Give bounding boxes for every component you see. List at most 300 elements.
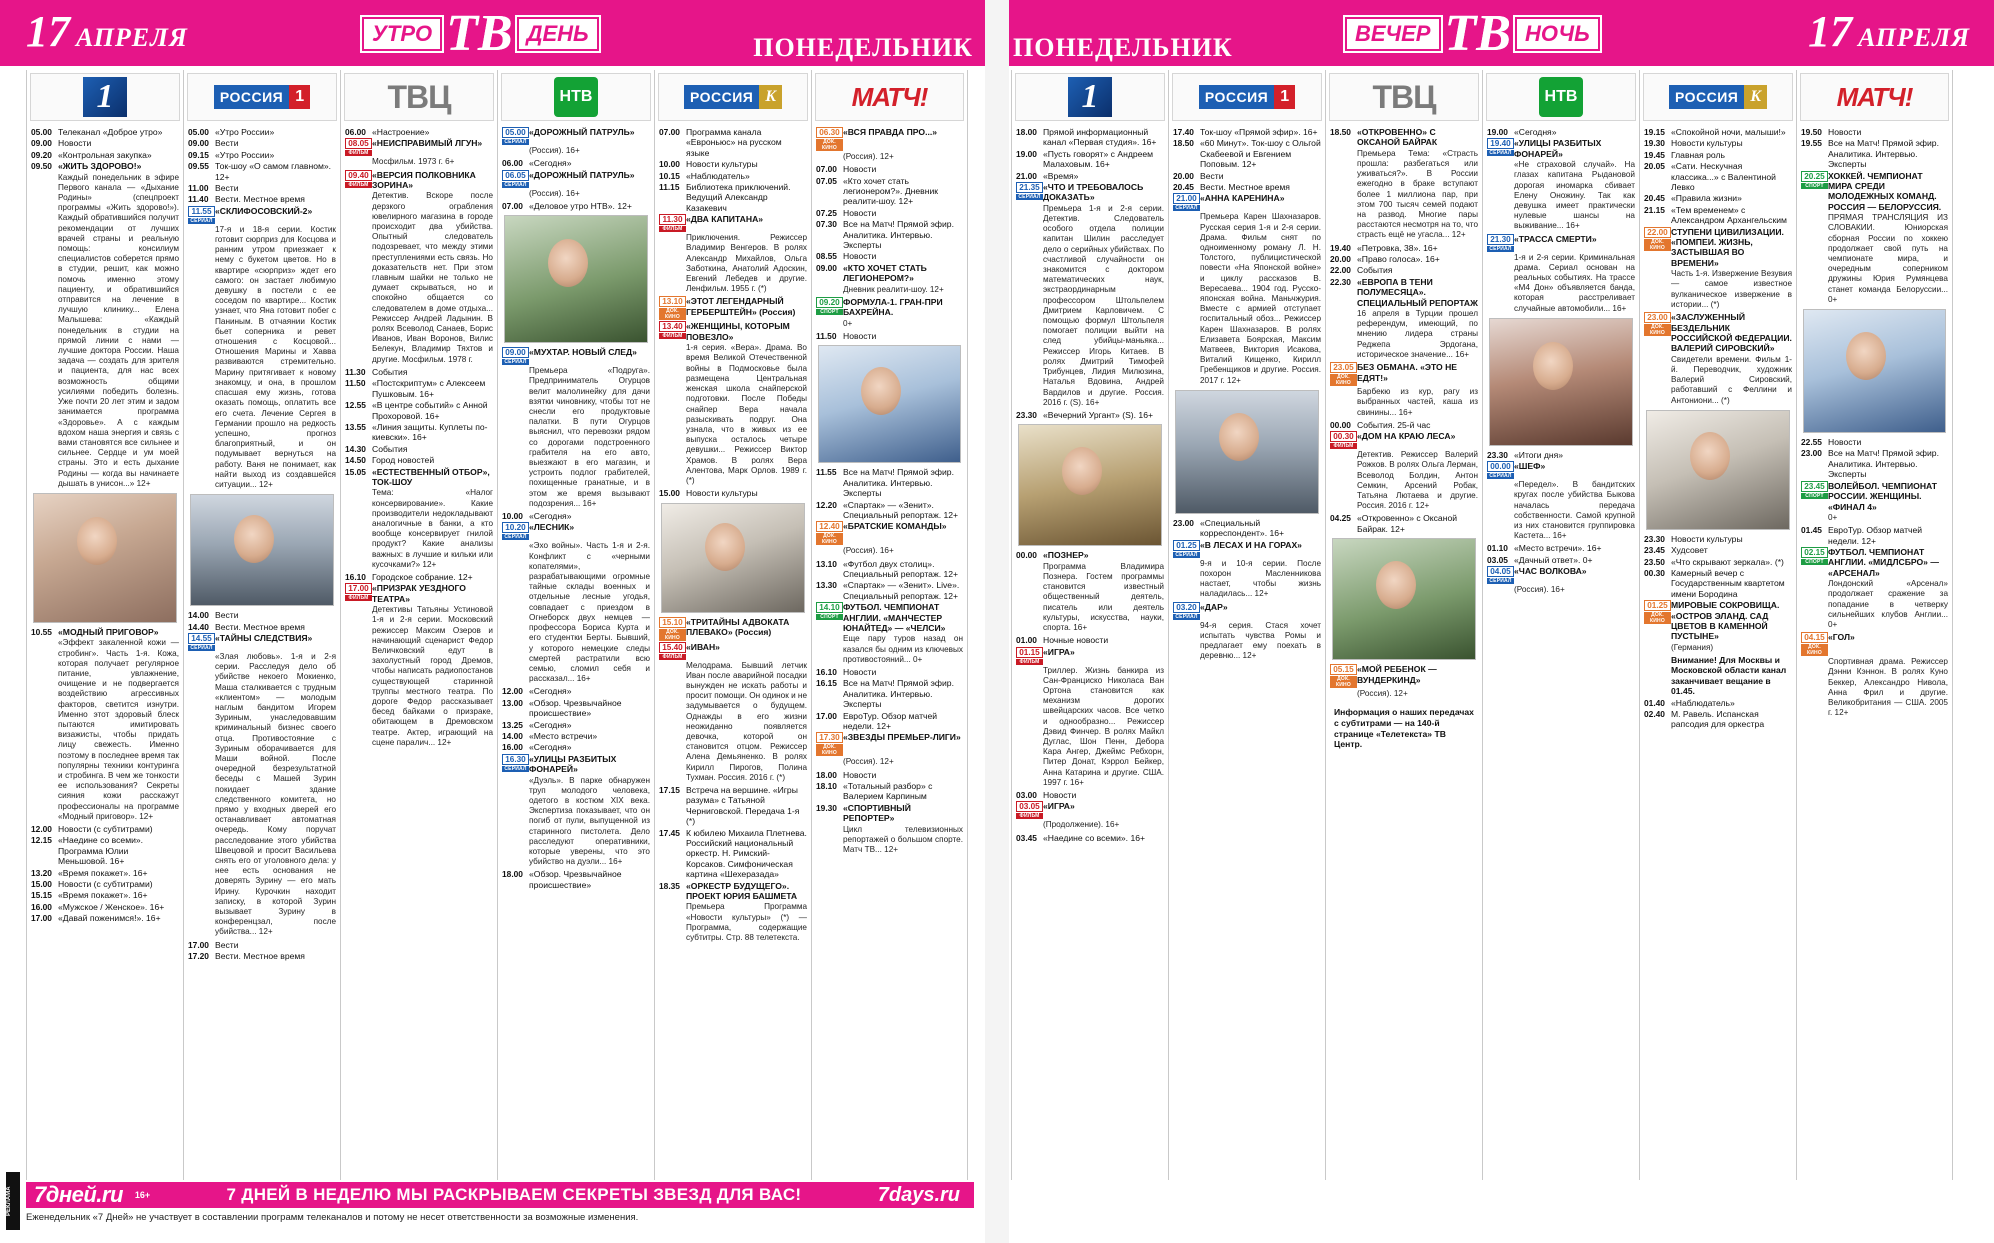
program-title: Новости	[58, 138, 92, 149]
program-item[interactable]	[1487, 234, 1635, 252]
program-title: «ЗВЕЗДЫ ПРЕМЬЕР-ЛИГИ»	[843, 732, 961, 743]
program-item[interactable]	[1330, 127, 1478, 148]
program-description: ПРЯМАЯ ТРАНСЛЯЦИЯ ИЗ СЛОВАКИИ. Юниорская сборная России по хоккею продолжает свой путь на чемпионате мира, и очередным соперником дружины Юрия Румянцева станет команда Белоруссии... 0+	[1828, 213, 1948, 304]
program-item[interactable]	[345, 367, 493, 377]
program-item[interactable]	[188, 161, 336, 182]
program-title: «Сегодня»	[1514, 127, 1557, 137]
program-title: «МОЙ РЕБЕНОК — ВУНДЕРКИНД»	[1357, 664, 1437, 685]
program-item[interactable]	[31, 138, 179, 148]
program-item[interactable]	[1016, 833, 1164, 843]
program-item[interactable]	[31, 824, 179, 834]
program-time	[659, 321, 686, 342]
program-item[interactable]	[1644, 193, 1792, 203]
program-title: Худсовет	[1671, 545, 1708, 556]
program-item[interactable]	[816, 711, 963, 732]
program-item[interactable]	[502, 158, 650, 168]
program-item[interactable]	[1644, 698, 1792, 708]
time-box: 16.30	[502, 754, 529, 765]
program-item[interactable]	[1644, 545, 1792, 555]
date-month: АПРЕЛЯ	[1858, 23, 1970, 52]
program-time	[1173, 540, 1200, 558]
program-item[interactable]	[1330, 431, 1478, 449]
program-time: 09.00	[31, 138, 52, 149]
program-item[interactable]	[1644, 557, 1792, 567]
genre-label: ДОК. КИНО	[1644, 324, 1671, 336]
genre-label: ДОК. КИНО	[1330, 374, 1357, 386]
program-time: 19.40	[1330, 242, 1351, 253]
program-description: «Эффект закаленной кожи — стробинг». Часть 1-я. Кожа, которая получает регулярное питание, увлажнение, очищение и не подвергается воздействию агрессивных факторов, светится изнутри. Именно этот здоровый блеск пытаются имитировать визажисты, чтобы придать лицу свежесть. Именно поэтому в последнее время так популярны техники контуринга и стробинга. В чем же тонкости ее использования? Секреты сияния кожи расскажут профессионалы на программе «Модный приговор». 12+	[58, 638, 179, 821]
program-item[interactable]	[188, 127, 336, 137]
program-item[interactable]	[502, 869, 650, 890]
program-time	[502, 347, 529, 365]
program-item[interactable]	[188, 951, 336, 961]
program-item[interactable]	[1016, 410, 1164, 420]
program-item[interactable]	[31, 879, 179, 889]
program-item[interactable]	[1801, 525, 1948, 546]
channel-column	[1796, 70, 1953, 1180]
program-item[interactable]	[345, 583, 493, 604]
program-time: 13.30	[816, 580, 837, 591]
program-description: 0+	[843, 318, 853, 328]
program-time	[816, 297, 843, 318]
promo-banner[interactable]	[26, 1182, 974, 1208]
program-time: 18.10	[816, 781, 837, 792]
program-item[interactable]	[1016, 790, 1164, 800]
time-box: 06.30	[816, 127, 843, 138]
tvc-logo[interactable]: ТВЦ	[344, 73, 494, 121]
program-item[interactable]	[1173, 171, 1321, 181]
program-item[interactable]	[345, 127, 493, 137]
program-title: Вести	[215, 610, 239, 621]
program-time	[502, 170, 529, 188]
ntv-logo[interactable]: НТВ	[1486, 73, 1636, 121]
program-title: БЕЗ ОБМАНА. «ЭТО НЕ ЕДЯТ!»	[1357, 362, 1458, 383]
program-time: 09.15	[188, 149, 209, 160]
program-item[interactable]	[816, 521, 963, 545]
program-description: (Германия)	[1671, 642, 1714, 652]
program-time: 11.50	[345, 378, 366, 389]
program-item[interactable]	[188, 150, 336, 160]
program-title: События. 25-й час	[1357, 419, 1431, 430]
channel-one-logo[interactable]: 1	[1015, 73, 1165, 121]
program-item[interactable]	[816, 208, 963, 218]
program-title: Телеканал «Доброе утро»	[58, 127, 163, 137]
program-item[interactable]	[1487, 543, 1635, 553]
program-item[interactable]	[345, 444, 493, 454]
website-link[interactable]: 7days.ru	[877, 1183, 960, 1206]
program-list	[184, 127, 340, 961]
program-list	[812, 127, 967, 855]
time-box: 23.45	[1801, 481, 1828, 492]
program-item[interactable]	[31, 835, 179, 866]
program-time: 07.00	[816, 164, 837, 175]
program-item[interactable]	[816, 164, 963, 174]
date-number: 17	[1808, 7, 1853, 56]
program-item[interactable]	[1016, 127, 1164, 148]
time-box: 12.40	[816, 521, 843, 532]
program-title: Вести	[215, 138, 239, 149]
program-item[interactable]	[502, 347, 650, 365]
program-item[interactable]	[1330, 254, 1478, 264]
program-title: «Контрольная закупка»	[58, 149, 152, 160]
channel-one-logo[interactable]: 1	[30, 73, 180, 121]
program-time: 11.00	[188, 183, 209, 194]
program-item[interactable]	[1801, 481, 1948, 512]
program-item[interactable]	[502, 698, 650, 719]
program-time	[659, 642, 686, 660]
program-time: 21.15	[1644, 204, 1665, 215]
program-item[interactable]	[31, 127, 179, 137]
program-item[interactable]	[1644, 161, 1792, 192]
program-time: 19.00	[1487, 127, 1508, 137]
program-item[interactable]	[816, 331, 963, 341]
program-title: «Место встречи»	[529, 730, 598, 741]
program-item[interactable]	[1173, 138, 1321, 169]
program-time: 10.55	[31, 626, 52, 637]
match-tv-logo[interactable]: МАТЧ!	[815, 73, 964, 121]
program-title: «Сегодня»	[529, 742, 572, 753]
program-item[interactable]	[345, 422, 493, 443]
program-item[interactable]	[659, 214, 807, 232]
program-title: «ЕВРОПА В ТЕНИ ПОЛУМЕСЯЦА». СПЕЦИАЛЬНЫЙ РЕПОРТАЖ	[1357, 276, 1478, 308]
program-item[interactable]	[188, 138, 336, 148]
program-item[interactable]	[659, 785, 807, 827]
program-item[interactable]	[1173, 193, 1321, 211]
program-item[interactable]	[188, 622, 336, 632]
program-item[interactable]	[1487, 461, 1635, 479]
program-item[interactable]	[31, 627, 179, 637]
time-box: 00.00	[1487, 461, 1514, 472]
program-description: Каждый понедельник в эфире Первого канала — «Дыхание Родины» (спецпроект программы «Жить здорово!»). Каждый обратившийся получит рекомендации от лучших врачей страны и реальную помощь: консилиум специалистов соберется прямо в студии, решит, как можно помочь именно этому пациенту, и обратившийся отправится на лечение в лучшую клинику... Елена Малышева: «Каждый понедельник в студии на прямой линии с нами — лучшие доктора России. Наша задача — создать для зрителя и пациента, для нас всех возможность общими усилиями победить болезнь. Уже почти 20 лет этим и задом занимается программа «Здоровье». А с каждым вдохом наша энергия и связь с вами становятся все сильнее и сильнее. Сердце и ум моей страны. Это и есть дыхание Родины — когда вы начинаете дышать в унисон...» 12+	[58, 172, 179, 488]
genre-label: ДОК. КИНО	[1330, 676, 1357, 688]
program-item[interactable]	[1801, 138, 1948, 169]
program-item[interactable]	[1016, 647, 1164, 665]
program-item[interactable]	[345, 170, 493, 191]
program-item[interactable]	[502, 720, 650, 730]
program-item[interactable]	[1801, 171, 1948, 213]
program-description: «Не страховой случай». На глазах капитана Рыдановой дорогая иномарка сбивает Елену Оножину. Так как девушка имеет практически нулевые шансы на выживание... 16+	[1514, 160, 1635, 231]
program-description: Премьера Тема: «Страсть прошла: разбегаться или уживаться?». В России ежегодно в браке вступают более 1 миллиона пар, при этом 700 тысяч семей подают на развод. Многие пары расстаются несмотря на то, что страсть ещё не угасла... 12+	[1357, 148, 1478, 240]
program-item[interactable]	[659, 321, 807, 342]
program-time	[1801, 547, 1828, 578]
program-item[interactable]	[1644, 312, 1792, 354]
russia-1-logo[interactable]: РОССИЯ 1	[1172, 73, 1322, 121]
time-box: 04.15	[1801, 632, 1828, 643]
program-item[interactable]	[816, 803, 963, 824]
program-time: 00.30	[1644, 567, 1665, 578]
program-item[interactable]	[502, 170, 650, 188]
match-tv-logo[interactable]: МАТЧ!	[1800, 73, 1949, 121]
program-item[interactable]	[816, 467, 963, 498]
program-title: «СПОРТИВНЫЙ РЕПОРТЕР»	[843, 802, 911, 824]
program-item[interactable]	[816, 251, 963, 261]
program-item[interactable]	[1487, 566, 1635, 584]
program-description: (Россия). 16+	[529, 188, 580, 198]
program-item[interactable]	[659, 159, 807, 169]
program-time: 20.45	[1173, 182, 1194, 193]
program-time: 20.45	[1644, 193, 1665, 204]
program-item[interactable]	[816, 559, 963, 580]
channel-column	[1482, 70, 1639, 1180]
program-item[interactable]	[345, 572, 493, 582]
program-title: «ЕСТЕСТВЕННЫЙ ОТБОР», ТОК-ШОУ	[372, 466, 490, 487]
program-title: «Что скрывают зеркала». (*)	[1671, 556, 1784, 567]
time-box: 21.35	[1016, 182, 1043, 193]
program-time: 23.00	[1801, 448, 1822, 459]
program-item[interactable]	[1801, 547, 1948, 578]
program-list	[1640, 127, 1796, 730]
program-time	[502, 754, 529, 775]
program-item[interactable]	[816, 500, 963, 521]
date-number: 17	[26, 7, 70, 56]
program-list	[1012, 127, 1168, 843]
program-item[interactable]	[1487, 138, 1635, 159]
time-box: 00.30	[1330, 431, 1357, 442]
program-item[interactable]	[1801, 448, 1948, 479]
program-item[interactable]	[816, 602, 963, 633]
program-time: 18.50	[1330, 127, 1351, 137]
genre-label: СЕРИАЛ	[502, 534, 529, 540]
program-item[interactable]	[1173, 127, 1321, 137]
program-photo	[1175, 390, 1319, 514]
program-item[interactable]	[1330, 243, 1478, 253]
program-item[interactable]	[188, 194, 336, 204]
program-time: 22.30	[1330, 276, 1351, 287]
program-item[interactable]	[659, 617, 807, 641]
program-item[interactable]	[502, 522, 650, 540]
program-title: Встреча на вершине. «Игры разума» с Татьяной Черниговской. Передача 1-я (*)	[686, 784, 800, 827]
program-description: (Россия). 16+	[843, 546, 894, 556]
program-title: «СКЛИФОСОВСКИЙ-2»	[215, 205, 313, 216]
program-title: «Наедине со всеми». 16+	[1043, 832, 1146, 843]
program-time: 08.55	[816, 251, 837, 262]
program-description: Приключения. Режиссер Владимир Венгеров. В ролях Александр Михайлов, Ольга Заботкина, Анатолий Адоскин, Евгений Лебедев и другие. Ленфильм. 1955 г. (*)	[686, 233, 807, 294]
program-item[interactable]	[816, 678, 963, 709]
program-item[interactable]	[502, 731, 650, 741]
program-item[interactable]	[345, 400, 493, 421]
program-time	[345, 170, 372, 191]
program-item[interactable]	[1173, 602, 1321, 620]
program-item[interactable]	[1487, 450, 1635, 460]
program-time	[1644, 600, 1671, 642]
program-item[interactable]	[816, 219, 963, 250]
program-item[interactable]	[1173, 182, 1321, 192]
face-shape	[548, 239, 588, 287]
program-title: К юбилею Михаила Плетнева. Российский национальный оркестр. Н. Римский-Корсаков. Симфоническая картина «Шехеразада»	[686, 827, 807, 880]
program-item[interactable]	[31, 161, 179, 171]
program-time	[1487, 234, 1514, 252]
time-box: 23.05	[1330, 362, 1357, 373]
genre-label: СЕРИАЛ	[1487, 578, 1514, 584]
tvc-logo[interactable]: ТВЦ	[1329, 73, 1479, 121]
program-item[interactable]	[659, 182, 807, 213]
program-item[interactable]	[502, 201, 650, 211]
program-item[interactable]	[659, 488, 807, 498]
program-item[interactable]	[345, 138, 493, 156]
program-item[interactable]	[816, 297, 963, 318]
program-item[interactable]	[31, 150, 179, 160]
program-item[interactable]	[188, 206, 336, 224]
program-time: 04.25	[1330, 513, 1351, 524]
program-item[interactable]	[816, 263, 963, 284]
program-title: Вести	[215, 183, 239, 194]
time-box: 11.55	[188, 206, 215, 217]
program-item[interactable]	[345, 467, 493, 488]
program-time: 11.30	[345, 366, 366, 377]
program-title: ВОЛЕЙБОЛ. ЧЕМПИОНАТ РОССИИ. ЖЕНЩИНЫ. «ФИНАЛ 4»	[1828, 480, 1938, 512]
program-item[interactable]	[502, 511, 650, 521]
program-item[interactable]	[659, 296, 807, 320]
program-item[interactable]	[1487, 555, 1635, 565]
program-item[interactable]	[1330, 664, 1478, 688]
program-time: 19.00	[1016, 148, 1037, 159]
program-item[interactable]	[1173, 540, 1321, 558]
program-description: Мосфильм. 1973 г. 6+	[372, 157, 455, 167]
program-item[interactable]	[345, 378, 493, 399]
program-title: «ВЕРСИЯ ПОЛКОВНИКА ЗОРИНА»	[372, 169, 476, 191]
program-item[interactable]	[1173, 518, 1321, 539]
program-item[interactable]	[1644, 568, 1792, 599]
program-time: 13.20	[31, 867, 52, 878]
program-time: 14.50	[345, 455, 366, 466]
program-item[interactable]	[816, 580, 963, 601]
program-item[interactable]	[659, 828, 807, 880]
program-title: «Спокойной ночи, малыши!»	[1671, 127, 1786, 137]
program-item[interactable]	[1330, 362, 1478, 386]
genre-label: СПОРТ	[816, 309, 843, 315]
program-time: 20.00	[1330, 254, 1351, 265]
genre-label: СЕРИАЛ	[502, 359, 529, 365]
program-item[interactable]	[816, 770, 963, 780]
program-item[interactable]	[1016, 171, 1164, 181]
logo-tv: ТВ	[1444, 5, 1511, 62]
program-title: Прямой информационный канал «Первая студия». 16+	[1043, 127, 1157, 148]
program-item[interactable]	[1330, 420, 1478, 430]
program-item[interactable]	[31, 868, 179, 878]
genre-label: ФИЛЬМ	[1016, 813, 1043, 819]
program-item[interactable]	[1016, 635, 1164, 645]
genre-label: ФИЛЬМ	[659, 333, 686, 339]
weekday-left: ПОНЕДЕЛЬНИК	[753, 33, 973, 62]
program-time: 23.00	[1173, 517, 1194, 528]
channel-column	[26, 70, 183, 1180]
program-title: ФУТБОЛ. ЧЕМПИОНАТ АНГЛИИ. «МИДЛСБРО» — «АРСЕНАЛ»	[1828, 546, 1939, 578]
program-photo	[190, 494, 334, 606]
program-title: Городское собрание. 12+	[372, 571, 473, 582]
channel-column	[1168, 70, 1325, 1180]
program-item[interactable]	[659, 127, 807, 158]
program-item[interactable]	[345, 455, 493, 465]
program-item[interactable]	[816, 781, 963, 802]
program-item[interactable]	[659, 642, 807, 660]
genre-label: ФИЛЬМ	[659, 226, 686, 232]
program-title: «ДОМ НА КРАЮ ЛЕСА»	[1357, 431, 1456, 442]
program-title: «Обзор. Чрезвычайное происшествие»	[529, 697, 622, 719]
program-item[interactable]	[816, 176, 963, 207]
russia-k-logo[interactable]: РОССИЯ K	[1643, 73, 1793, 121]
program-title: События	[372, 366, 408, 377]
program-title: Ток-шоу «О самом главном». 12+	[215, 161, 332, 182]
program-item[interactable]	[659, 881, 807, 902]
program-time: 13.55	[345, 421, 366, 432]
genre-label: СЕРИАЛ	[1487, 150, 1514, 156]
program-item[interactable]	[1016, 149, 1164, 170]
program-title: Вести. Местное время	[1200, 182, 1290, 193]
program-title: Все на Матч! Прямой эфир. Аналитика. Интервью. Эксперты	[843, 219, 954, 251]
program-item[interactable]	[1330, 265, 1478, 275]
program-item[interactable]	[31, 913, 179, 923]
program-photo	[1803, 309, 1946, 433]
program-item[interactable]	[1644, 600, 1792, 642]
face-shape	[1062, 447, 1102, 495]
program-item[interactable]	[1644, 138, 1792, 148]
program-list	[1483, 127, 1639, 596]
ntv-logo[interactable]: НТВ	[501, 73, 651, 121]
program-item[interactable]	[816, 732, 963, 756]
program-title: «ЖЕНЩИНЫ, КОТОРЫМ ПОВЕЗЛО»	[686, 321, 790, 342]
program-description: Премьера «Подруга». Предприниматель Огурцов велит малолинейку для дачи взятки чиновнику, чтобы тот не снесли его продуктовые палатки. В пути Огурцов выяснил, что перевозки рядом со дорогами подстроенного грабителя на его авто, выезжают в его магазин, и устроить подлог грабителей, похищенные гранатные, и в этом же время вызывают подозрения... 16+	[529, 366, 650, 508]
program-item[interactable]	[1487, 127, 1635, 137]
program-item[interactable]	[1644, 709, 1792, 730]
program-item[interactable]	[816, 127, 963, 151]
program-title: «Вечерний Ургант» (S). 16+	[1043, 409, 1154, 420]
program-item[interactable]	[31, 902, 179, 912]
program-item[interactable]	[1801, 632, 1948, 656]
russia-k-logo[interactable]: РОССИЯ K	[658, 73, 808, 121]
program-item[interactable]	[1330, 277, 1478, 308]
program-item[interactable]	[188, 940, 336, 950]
program-title: «ТРИТАЙНЫ АДВОКАТА ПЛЕВАКО» (Россия)	[686, 616, 790, 637]
program-item[interactable]	[502, 127, 650, 145]
russia-1-logo[interactable]: РОССИЯ 1	[187, 73, 337, 121]
program-item[interactable]	[1801, 437, 1948, 447]
program-item[interactable]	[816, 667, 963, 677]
program-item[interactable]	[502, 754, 650, 775]
program-item[interactable]	[1644, 205, 1792, 226]
genre-label: ДОК. КИНО	[816, 744, 843, 756]
program-item[interactable]	[1644, 150, 1792, 160]
program-item[interactable]	[659, 171, 807, 181]
time-box: 06.05	[502, 170, 529, 181]
program-item[interactable]	[1016, 550, 1164, 560]
program-title: «Тем временем» с Александром Архангельским	[1671, 204, 1787, 226]
program-item[interactable]	[1801, 127, 1948, 137]
program-item[interactable]	[1644, 655, 1792, 697]
program-description: Премьера Программа «Новости культуры» (*) — Программа, содержащие субтитры. Стр. 88 телетекста.	[686, 902, 807, 943]
program-item[interactable]	[188, 633, 336, 651]
program-item[interactable]	[1016, 182, 1164, 203]
program-list	[655, 127, 811, 943]
program-item[interactable]	[502, 686, 650, 696]
program-item[interactable]	[31, 890, 179, 900]
program-item[interactable]	[1016, 801, 1164, 819]
genre-label: СЕРИАЛ	[1487, 473, 1514, 479]
program-time: 02.40	[1644, 709, 1665, 720]
program-item[interactable]	[1644, 227, 1792, 269]
program-item[interactable]	[188, 610, 336, 620]
program-title: Город новостей	[372, 455, 435, 466]
program-item[interactable]	[1330, 513, 1478, 534]
program-title: «Наблюдатель»	[686, 170, 750, 181]
program-time: 01.00	[1016, 635, 1037, 646]
program-item[interactable]	[502, 742, 650, 752]
program-item[interactable]	[188, 183, 336, 193]
program-title: «Сегодня»	[529, 511, 572, 522]
program-time: 01.40	[1644, 697, 1665, 708]
program-item[interactable]	[1644, 127, 1792, 137]
program-item[interactable]	[1644, 534, 1792, 544]
program-title: СТУПЕНИ ЦИВИЛИЗАЦИИ. «ПОМПЕИ. ЖИЗНЬ, ЗАСТЫВШАЯ ВО ВРЕМЕНИ»	[1671, 226, 1784, 268]
